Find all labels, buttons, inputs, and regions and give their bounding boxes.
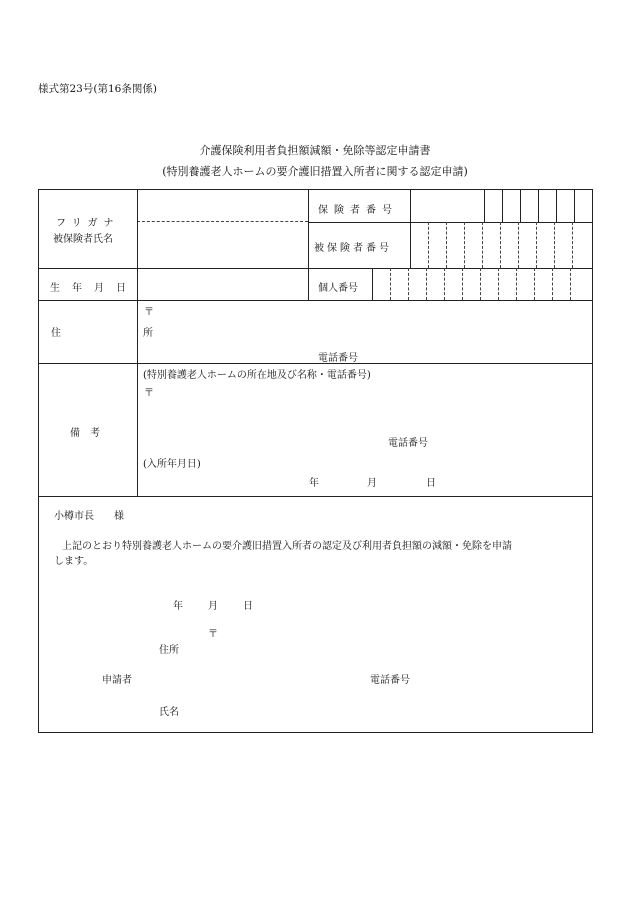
insured-number-box: [518, 222, 519, 268]
addressee: 小樽市長 様: [54, 511, 124, 522]
request-body-line2: します。: [54, 556, 94, 567]
column-divider: [308, 190, 309, 300]
personal-number-box: [552, 268, 553, 300]
row-divider: [39, 300, 592, 301]
row-divider: [39, 268, 592, 269]
column-divider: [372, 268, 373, 300]
request-date-day: 日: [243, 601, 253, 612]
insurer-number-box: [538, 190, 539, 222]
personal-number-box: [516, 268, 517, 300]
insured-number-box: [482, 222, 483, 268]
insurer-number-box: [484, 190, 485, 222]
phone-label: 電話番号: [318, 353, 358, 364]
label-column-divider: [137, 190, 138, 496]
column-divider: [410, 190, 411, 268]
insured-number-box: [446, 222, 447, 268]
applicant-postal-mark: 〒: [208, 629, 218, 640]
insurer-number-label: 保険者番号: [318, 205, 398, 216]
applicant-name-label: 氏名: [159, 707, 179, 718]
row-divider: [39, 496, 592, 497]
personal-number-box: [462, 268, 463, 300]
application-form-table: [38, 189, 593, 733]
furigana-label: フリガナ: [56, 218, 120, 229]
birthdate-label: 生年月日: [50, 283, 138, 294]
form-title: 介護保険利用者負担額減額・免除等認定申請書: [199, 144, 431, 157]
request-date-year: 年: [173, 601, 183, 612]
insurer-number-box: [502, 190, 503, 222]
personal-number-box: [408, 268, 409, 300]
applicant-phone-label: 電話番号: [370, 675, 410, 686]
applicant-label: 申請者: [102, 675, 132, 686]
row-divider: [39, 363, 592, 364]
personal-number-box: [498, 268, 499, 300]
remarks-label: 備 考: [70, 428, 100, 439]
insured-number-box: [572, 222, 573, 268]
insured-number-box: [464, 222, 465, 268]
insured-number-box: [536, 222, 537, 268]
postal-mark: 〒: [144, 307, 154, 318]
form-subtitle: (特別養護老人ホームの要介護旧措置入所者に関する認定申請): [162, 165, 468, 178]
request-date-month: 月: [208, 601, 218, 612]
address-label: 住 所: [51, 328, 189, 339]
personal-number-box: [390, 268, 391, 300]
personal-number-box: [426, 268, 427, 300]
personal-number-box: [444, 268, 445, 300]
insurer-number-box: [574, 190, 575, 222]
admission-date-label: (入所年月日): [143, 459, 201, 470]
furigana-divider: [137, 221, 308, 222]
insurer-number-box: [520, 190, 521, 222]
admission-year-label: 年: [309, 478, 319, 489]
personal-number-label: 個人番号: [318, 283, 358, 294]
insured-name-label: 被保険者氏名: [53, 234, 113, 245]
admission-month-label: 月: [367, 478, 377, 489]
applicant-address-label: 住所: [159, 645, 179, 656]
personal-number-box: [480, 268, 481, 300]
insured-number-box: [500, 222, 501, 268]
facility-postal-mark: 〒: [144, 388, 154, 399]
personal-number-box: [534, 268, 535, 300]
admission-day-label: 日: [426, 478, 436, 489]
request-body-line1: 上記のとおり特別養護老人ホームの要介護旧措置入所者の認定及び利用者負担額の減額・免除を申請: [62, 541, 512, 552]
insured-number-box: [554, 222, 555, 268]
form-number: 様式第23号(第16条関係): [38, 83, 157, 95]
insured-number-label: 被保険者番号: [314, 243, 392, 254]
insured-number-box: [428, 222, 429, 268]
personal-number-box: [570, 268, 571, 300]
row-divider: [308, 222, 592, 223]
insurer-number-box: [556, 190, 557, 222]
facility-note: (特別養護老人ホームの所在地及び名称・電話番号): [143, 370, 371, 381]
facility-phone-label: 電話番号: [388, 438, 428, 449]
